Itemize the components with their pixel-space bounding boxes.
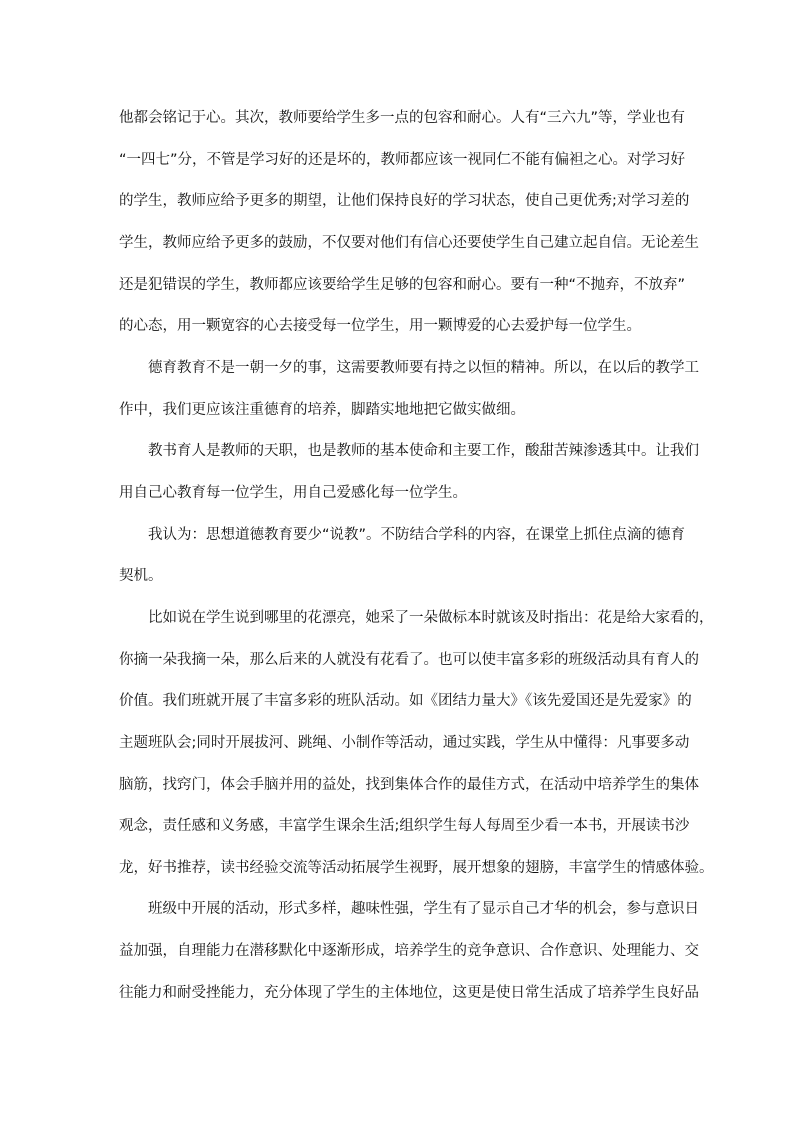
document-body: [119, 104, 714, 1007]
paragraph-4: [119, 521, 686, 591]
text-line: 往能力和耐受挫能力，充分体现了学生的主体地位，这更是使日常生活成了培养学生良好品: [119, 984, 699, 1001]
text-line: 比如说在学生说到哪里的花漂亮，她采了一朵做标本时就该及时指出：花是给大家看的，: [148, 609, 714, 626]
text-line: 你摘一朵我摘一朵，那么后来的人就没有花看了。也可以使丰富多彩的班级活动具有育人的: [119, 651, 699, 668]
text-line: 他都会铭记于心。其次，教师要给学生多一点的包容和耐心。人有“三六九”等，学业也有: [119, 110, 686, 126]
text-line: 主题班队会;同时开展拔河、跳绳、小制作等活动，通过实践，学生从中懂得：凡事要多动: [119, 734, 690, 751]
paragraph-2: [119, 354, 699, 424]
paragraph-5: [119, 604, 714, 882]
text-line: 契机。: [119, 568, 163, 585]
text-line: 还是犯错误的学生，教师都应该要给学生足够的包容和耐心。要有一种“不抛弃，不放弃”: [119, 276, 686, 293]
text-line: “一四七”分，不管是学习好的还是坏的，教师都应该一视同仁不能有偏袒之心。对学习好: [119, 151, 686, 168]
text-line: 用自己心教育每一位学生，用自己爱感化每一位学生。: [119, 484, 467, 501]
text-line: 教书育人是教师的天职，也是教师的基本使命和主要工作，酸甜苦辣渗透其中。让我们: [148, 443, 699, 460]
text-line: 班级中开展的活动，形式多样，趣味性强，学生有了显示自己才华的机会，参与意识日: [148, 901, 699, 918]
paragraph-3: [119, 437, 699, 507]
text-line: 龙，好书推荐，读书经验交流等活动拓展学生视野，展开想象的翅膀，丰富学生的情感体验。: [119, 859, 714, 876]
paragraph-1: [119, 104, 699, 340]
text-line: 我认为：思想道德教育要少“说教”。不防结合学科的内容，在课堂上抓住点滴的德育: [148, 526, 686, 543]
paragraph-6: [119, 895, 699, 1006]
text-line: 观念，责任感和义务感，丰富学生课余生活;组织学生每人每周至少看一本书，开展读书沙: [119, 818, 690, 835]
text-line: 益加强，自理能力在潜移默化中逐渐形成，培养学生的竞争意识、合作意识、处理能力、交: [119, 943, 699, 960]
text-line: 作中，我们更应该注重德育的培养，脚踏实地地把它做实做细。: [119, 401, 525, 418]
text-line: 脑筋，找窍门，体会手脑并用的益处，找到集体合作的最佳方式，在活动中培养学生的集体: [119, 776, 699, 793]
text-line: 价值。我们班就开展了丰富多彩的班队活动。如《团结力量大》《该先爱国还是先爱家》的: [119, 693, 692, 710]
text-line: 的心态，用一颗宽容的心去接受每一位学生，用一颗博爱的心去爱护每一位学生。: [119, 318, 641, 335]
text-line: 的学生，教师应给予更多的期望，让他们保持良好的学习状态，使自己更优秀;对学习差的: [119, 193, 690, 210]
text-line: 德育教育不是一朝一夕的事，这需要教师要有持之以恒的精神。所以，在以后的教学工: [148, 359, 699, 376]
text-line: 学生，教师应给予更多的鼓励，不仅要对他们有信心还要使学生自己建立起自信。无论差生: [119, 234, 699, 251]
